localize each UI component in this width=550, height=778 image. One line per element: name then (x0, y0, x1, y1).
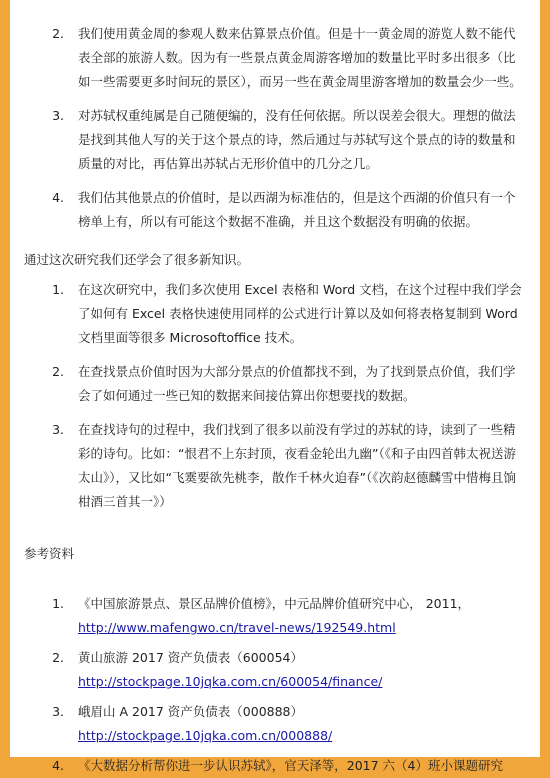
item-number: 1. (52, 596, 64, 611)
item-number: 3. (52, 108, 64, 123)
item-number: 3. (52, 704, 64, 719)
item-text: 在这次研究中，我们多次使用 Excel 表格和 Word 文档，在这个过程中我们学会了如何有 Excel 表格快速使用同样的公式进行计算以及如何将表格复制到 Word 文档里面等很多 Microsoftoffice 技术。 (78, 282, 522, 345)
reference-item (40, 646, 522, 694)
reference-text: 黄山旅游 2017 资产负债表（600054） (78, 650, 303, 665)
reference-text: 《大数据分析帮你进一步认识苏轼》，官天泽等，2017 六（4）班小课题研究 (78, 758, 503, 773)
reference-text: 峨眉山 A 2017 资产负债表（000888） (78, 704, 304, 719)
item-number: 2. (52, 26, 64, 41)
item-number: 1. (52, 282, 64, 297)
document-page (10, 0, 540, 773)
item-text: 在查找诗句的过程中，我们找到了很多以前没有学过的苏轼的诗，读到了一些精彩的诗句。比如：“恨君不上东封顶，夜看金轮出九幽”（《和子由四首韩太祝送游太山》），又比如“飞霙要欲先桃李，散作千林火迫春”（《次韵赵德麟雪中惜梅且饷柑酒三首其一》） (78, 422, 516, 509)
item-number: 4. (52, 758, 64, 773)
list-item (40, 360, 522, 408)
reference-text: 《中国旅游景点、景区品牌价值榜》，中元品牌价值研究中心， 2011， (78, 596, 471, 611)
learned-list (40, 278, 522, 514)
item-text: 我们估其他景点的价值时，是以西湖为标准估的，但是这个西湖的价值只有一个榜单上有，所以有可能这个数据不准确，并且这个数据没有明确的依据。 (78, 190, 516, 229)
list-item (40, 104, 522, 176)
reference-link[interactable]: http://stockpage.10jqka.com.cn/000888/ (78, 728, 333, 743)
list-item (40, 186, 522, 234)
reference-link[interactable]: http://www.mafengwo.cn/travel-news/192549.html (78, 620, 396, 635)
references-list (40, 592, 522, 778)
item-number: 2. (52, 650, 64, 665)
references-heading: 参考资料 (24, 546, 75, 561)
list-item (40, 278, 522, 350)
reference-item (40, 592, 522, 640)
item-text: 我们使用黄金周的参观人数来估算景点价值。但是十一黄金周的游览人数不能代表全部的旅游人数。因为有一些景点黄金周游客增加的数量比平时多出很多（比如一些需要更多时间玩的景区），而另一些在黄金周里游客增加的数量会少一些。 (78, 26, 522, 89)
item-number: 3. (52, 422, 64, 437)
item-text: 在查找景点价值时因为大部分景点的价值都找不到，为了找到景点价值，我们学会了如何通过一些已知的数据来间接估算出你想要找的数据。 (78, 364, 516, 403)
item-number: 4. (52, 190, 64, 205)
learned-heading: 通过这次研究我们还学会了很多新知识。 (24, 252, 250, 267)
limitations-list (40, 22, 522, 234)
reference-item (40, 700, 522, 748)
item-text: 对苏轼权重纯属是自己随便编的，没有任何依据。所以误差会很大。理想的做法是找到其他人写的关于这个景点的诗，然后通过与苏轼写这个景点的诗的数量和质量的对比，再估算出苏轼占无形价值中的几分之几。 (78, 108, 516, 171)
reference-link[interactable]: http://stockpage.10jqka.com.cn/600054/finance/ (78, 674, 383, 689)
list-item (40, 22, 522, 94)
reference-item (40, 754, 522, 778)
item-number: 2. (52, 364, 64, 379)
list-item (40, 418, 522, 514)
